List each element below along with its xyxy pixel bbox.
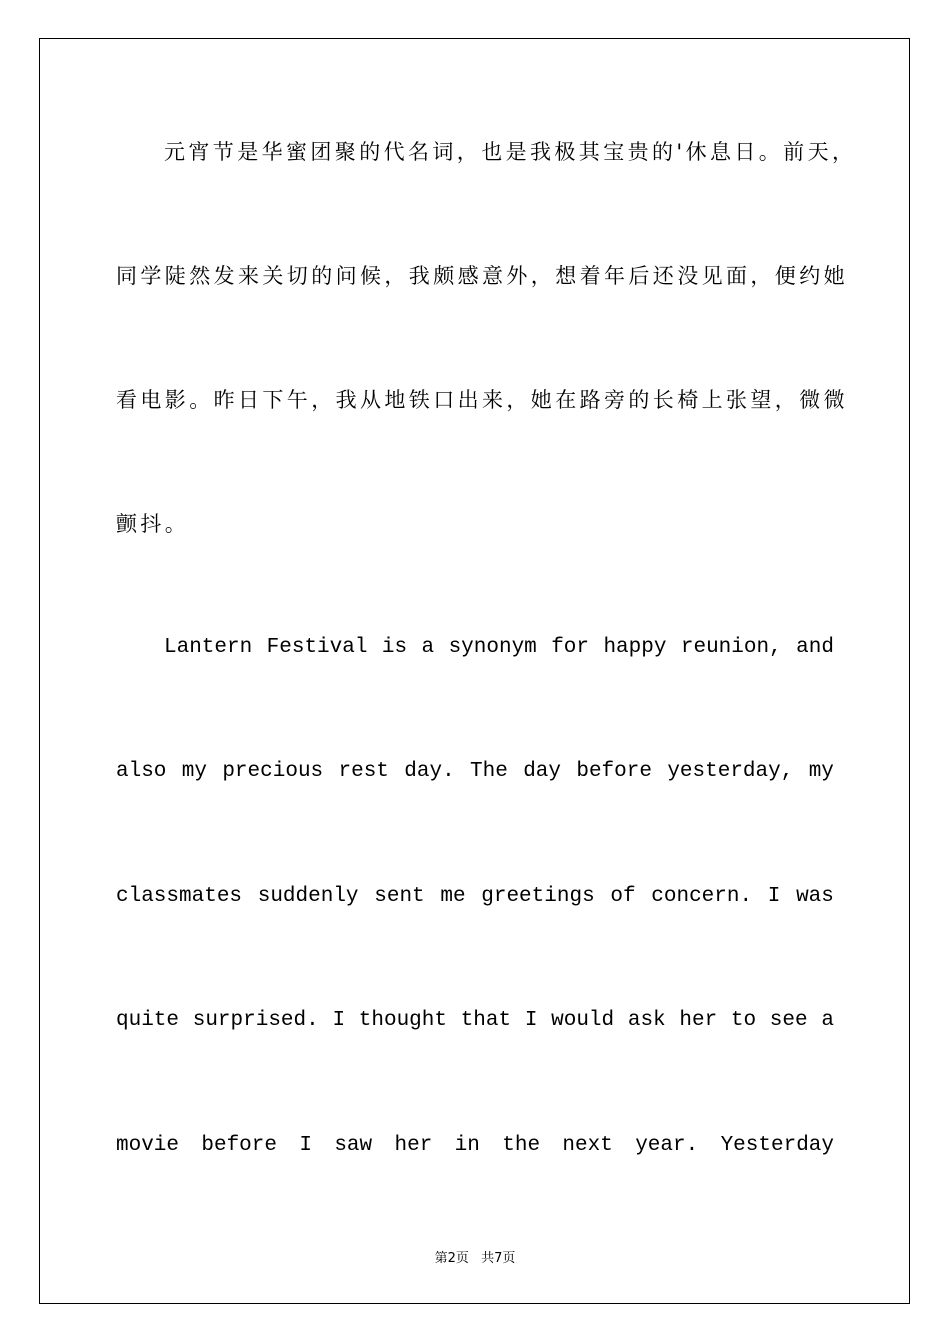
word: of	[610, 885, 636, 908]
word: me	[440, 885, 466, 908]
word: rest	[338, 760, 389, 783]
word: her	[394, 1134, 433, 1157]
word: I	[299, 1134, 312, 1157]
word: I	[332, 1009, 346, 1032]
word: year.	[635, 1134, 699, 1157]
word: a	[821, 1009, 834, 1032]
word: to	[730, 1009, 757, 1032]
cn-line-1: 元宵节是华蜜团聚的代名词，也是我极其宝贵的'休息日。前天，	[164, 140, 857, 164]
word: next	[562, 1134, 613, 1157]
word: Festival	[266, 636, 368, 659]
word: yesterday,	[667, 760, 794, 783]
word: quite	[116, 1009, 180, 1032]
word: suddenly	[257, 885, 359, 908]
word: see	[769, 1009, 808, 1032]
word: ask	[627, 1009, 666, 1032]
word: and	[796, 636, 834, 659]
word: the	[502, 1134, 541, 1157]
cn-line-2: 同学陡然发来关切的问候，我颇感意外，想着年后还没见面，便约她	[116, 264, 848, 288]
word: thought	[358, 1009, 447, 1032]
word: I	[767, 885, 781, 908]
word: I	[524, 1009, 538, 1032]
word: before	[201, 1134, 277, 1157]
word: day.	[404, 760, 455, 783]
word: in	[454, 1134, 480, 1157]
word: her	[679, 1009, 718, 1032]
word: a	[421, 636, 435, 659]
word: also	[116, 760, 167, 783]
word: my	[181, 760, 207, 783]
word: The	[470, 760, 508, 783]
word: Lantern	[164, 636, 253, 659]
en-line-4	[116, 1001, 834, 1041]
page-current: 第2页	[434, 1251, 469, 1266]
word: happy	[603, 636, 667, 659]
word: is	[381, 636, 408, 659]
word: my	[808, 760, 834, 783]
page-footer	[0, 1247, 950, 1266]
word: for	[551, 636, 590, 659]
word: was	[796, 885, 834, 908]
cn-line-4: 颤抖。	[116, 512, 190, 536]
cn-line-3: 看电影。昨日下午，我从地铁口出来，她在路旁的长椅上张望，微微	[116, 388, 848, 412]
word: day	[523, 760, 561, 783]
page-border	[39, 38, 910, 1304]
word: before	[576, 760, 652, 783]
en-line-1	[116, 628, 834, 668]
word: reunion,	[680, 636, 782, 659]
en-line-3	[116, 877, 834, 917]
word: concern.	[651, 885, 753, 908]
page-total: 共7页	[481, 1251, 516, 1266]
word: Yesterday	[720, 1134, 834, 1157]
en-line-5	[116, 1126, 834, 1166]
word: would	[551, 1009, 615, 1032]
word: saw	[334, 1134, 373, 1157]
en-line-2	[116, 752, 834, 792]
word: surprised.	[192, 1009, 319, 1032]
word: sent	[374, 885, 425, 908]
word: precious	[222, 760, 324, 783]
word: synonym	[448, 636, 537, 659]
word: classmates	[116, 885, 243, 908]
word: greetings	[481, 885, 595, 908]
word: that	[460, 1009, 512, 1032]
word: movie	[116, 1134, 180, 1157]
